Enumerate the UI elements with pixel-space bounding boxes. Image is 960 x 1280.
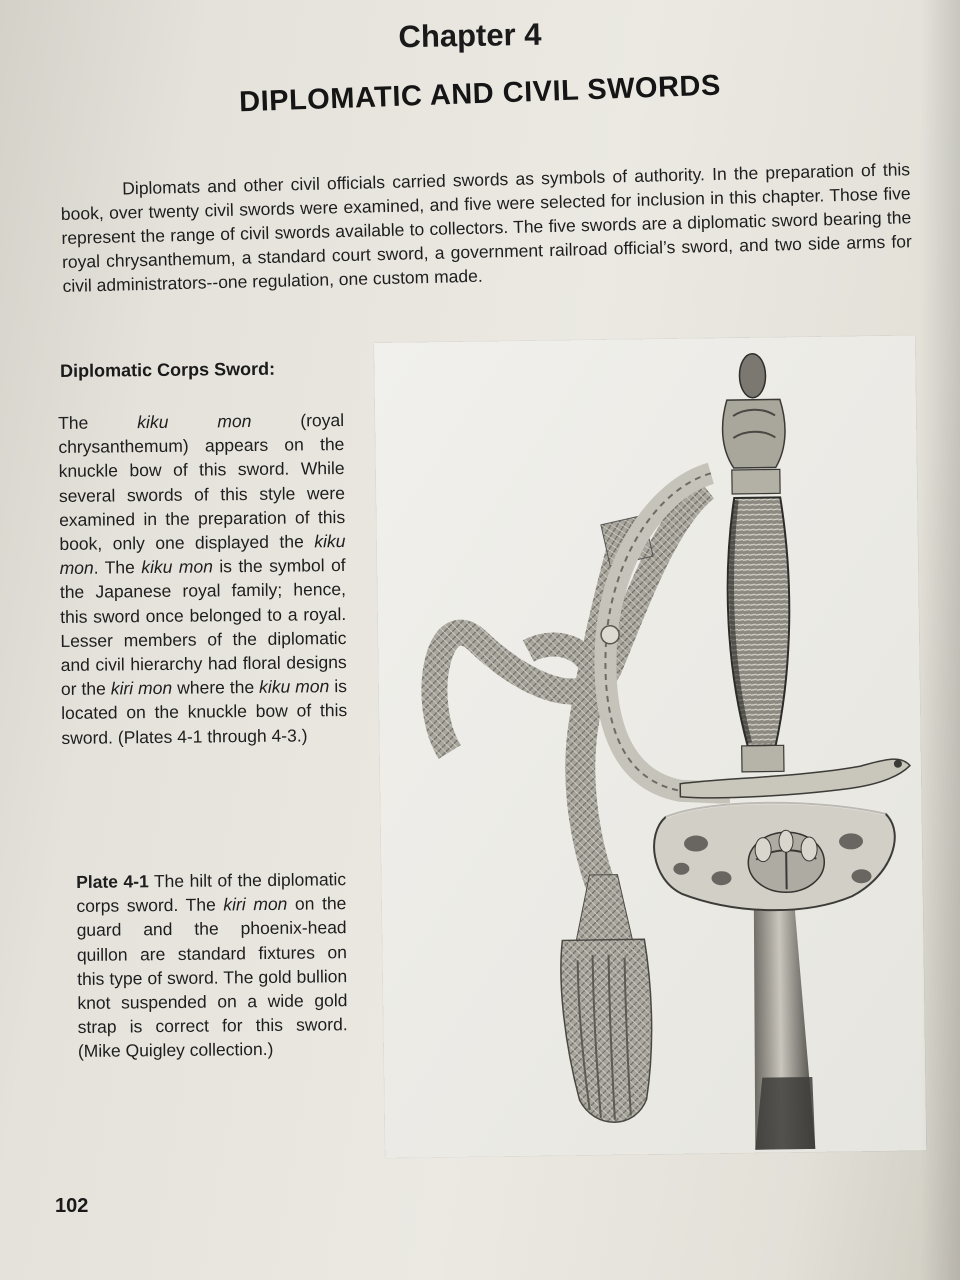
pommel-cap: [739, 354, 766, 398]
caption-term-kiri-mon: kiri mon: [223, 893, 288, 915]
body-term-kiku-mon: kiku mon: [141, 556, 213, 578]
body-text-run: The: [58, 412, 138, 433]
body-text-run: is located on the knuckle bow of this sword. (Plates 4-1 through 4-3.): [61, 676, 348, 748]
body-term-kiri-mon: kiri mon: [110, 678, 173, 699]
plate-photo: [374, 335, 926, 1157]
kiku-mon-emblem: [601, 626, 619, 644]
body-term-kiku-mon: kiku mon: [259, 676, 330, 698]
body-paragraph: [58, 408, 348, 750]
caption-text-run: on the guard and the phoenix-head quillon are standard fixtures on this type of sword. The gold bullion knot suspended on a wide gold strap is correct for this sword. (Mike Quigley collection.): [76, 893, 348, 1062]
caption-text-run: The hilt of the diplomatic corps sword. The: [76, 869, 347, 917]
body-text-run: where the: [172, 677, 260, 699]
sword-photo-illustration: [374, 335, 926, 1157]
body-term-kiku-mon: kiku mon: [59, 531, 346, 579]
chapter-label: Chapter 4: [398, 16, 542, 55]
page-edge-shadow: [920, 0, 960, 1280]
plate-label: Plate 4-1: [76, 871, 149, 892]
body-text-run: . The: [93, 557, 142, 578]
chapter-title: DIPLOMATIC AND CIVIL SWORDS: [238, 69, 722, 119]
page-number: 102: [55, 1195, 89, 1217]
section-heading: Diplomatic Corps Sword:: [60, 358, 276, 381]
intro-paragraph: Diplomats and other civil officials carried swords as symbols of authority. In the preparation of this book, over twenty civil swords were examined, and five were selected for inclusion in this chapter. Those five represent the range of civil swords available to collectors. The five swords are a diplomatic sword bearing the royal chrysanthemum, a standard court sword, a government railroad official’s sword, and two side arms for civil administrators--one regulation, one custom made.: [60, 159, 913, 296]
kiri-mon-emblem: [748, 830, 825, 893]
body-text-run: is the symbol of the Japanese royal family; hence, this sword once belonged to a royal. Lesser members of the diplomatic and civil hierarchy had floral designs or the: [59, 555, 347, 700]
ferrule: [742, 745, 784, 772]
body-text-run: (royal chrysanthemum) appears on the knuckle bow of this sword. While several swords of this style were examined in the preparation of this book, only one displayed the: [58, 410, 346, 555]
plate-caption: [76, 867, 348, 1063]
body-term-kiku-mon: kiku mon: [137, 410, 252, 433]
